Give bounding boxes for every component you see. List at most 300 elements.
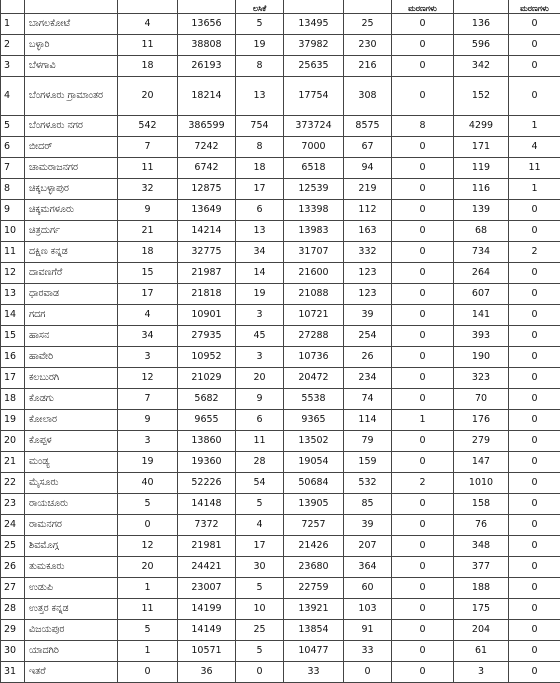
col-1-cell: 9 (118, 200, 178, 221)
col-7-cell: 264 (454, 263, 509, 284)
col-3-cell: 5 (236, 14, 284, 35)
table-row (1, 620, 560, 641)
table-row (1, 200, 560, 221)
col-5-cell: 67 (344, 137, 392, 158)
col-7-cell: 323 (454, 368, 509, 389)
col-4-cell: 21600 (284, 263, 344, 284)
col-3-cell: 13 (236, 221, 284, 242)
serial-number-cell: 15 (1, 326, 25, 347)
col-2-cell: 9655 (178, 410, 236, 431)
col-4-cell: 12539 (284, 179, 344, 200)
district-name-cell: ಕೋಲಾರ (25, 410, 118, 431)
col-4-cell: 10721 (284, 305, 344, 326)
col-8-cell: 1 (509, 116, 560, 137)
col-2-cell: 36 (178, 662, 236, 683)
col-5-cell: 94 (344, 158, 392, 179)
col-4-cell: 20472 (284, 368, 344, 389)
district-name-cell: ಮಂಡ್ಯ (25, 452, 118, 473)
col-7-cell: 147 (454, 452, 509, 473)
col-6-cell: 0 (392, 536, 454, 557)
col-5-cell: 85 (344, 494, 392, 515)
district-name-cell: ಉತ್ತರ ಕನ್ನಡ (25, 599, 118, 620)
col-6-cell: 0 (392, 494, 454, 515)
col-8-cell: 0 (509, 368, 560, 389)
district-name-cell: ವಿಜಯಪುರ (25, 620, 118, 641)
col-4-cell: 13921 (284, 599, 344, 620)
col-6-cell: 0 (392, 662, 454, 683)
col-6-cell: 0 (392, 599, 454, 620)
serial-number-cell: 24 (1, 515, 25, 536)
table-row (1, 179, 560, 200)
col-7-cell: 1010 (454, 473, 509, 494)
serial-number-cell: 22 (1, 473, 25, 494)
col-8-cell: 0 (509, 473, 560, 494)
table-row (1, 221, 560, 242)
district-name-cell: ಶಿವಮೊಗ್ಗ (25, 536, 118, 557)
col-2-cell: 7372 (178, 515, 236, 536)
col-3-cell: 6 (236, 410, 284, 431)
serial-number-cell: 18 (1, 389, 25, 410)
col-2-cell: 6742 (178, 158, 236, 179)
col-4-cell: 50684 (284, 473, 344, 494)
col-2-cell: 10571 (178, 641, 236, 662)
col-1-cell: 32 (118, 179, 178, 200)
col-5-cell: 26 (344, 347, 392, 368)
col-1-cell: 4 (118, 305, 178, 326)
col-3-cell: 18 (236, 158, 284, 179)
col-7-cell: 3 (454, 662, 509, 683)
col-3-cell: 54 (236, 473, 284, 494)
serial-number-cell: 11 (1, 242, 25, 263)
col-1-cell: 21 (118, 221, 178, 242)
col-7-cell: 61 (454, 641, 509, 662)
table-body (1, 0, 560, 683)
serial-number-cell: 7 (1, 158, 25, 179)
serial-number-cell: 8 (1, 179, 25, 200)
table-row (1, 35, 560, 56)
col-3-cell: 0 (236, 662, 284, 683)
header-cell (1, 0, 25, 14)
col-4-cell: 13854 (284, 620, 344, 641)
col-3-cell: 5 (236, 578, 284, 599)
col-6-cell: 0 (392, 368, 454, 389)
col-1-cell: 1 (118, 641, 178, 662)
col-8-cell: 0 (509, 326, 560, 347)
col-1-cell: 11 (118, 599, 178, 620)
table-row (1, 347, 560, 368)
col-3-cell: 30 (236, 557, 284, 578)
col-7-cell: 116 (454, 179, 509, 200)
col-6-cell: 0 (392, 35, 454, 56)
col-2-cell: 13656 (178, 14, 236, 35)
col-7-cell: 141 (454, 305, 509, 326)
col-5-cell: 308 (344, 77, 392, 116)
col-8-cell: 0 (509, 536, 560, 557)
col-7-cell: 176 (454, 410, 509, 431)
col-7-cell: 139 (454, 200, 509, 221)
table-row (1, 116, 560, 137)
col-2-cell: 23007 (178, 578, 236, 599)
col-7-cell: 279 (454, 431, 509, 452)
table-row (1, 368, 560, 389)
table-row (1, 410, 560, 431)
col-4-cell: 23680 (284, 557, 344, 578)
col-4-cell: 9365 (284, 410, 344, 431)
serial-number-cell: 6 (1, 137, 25, 158)
col-7-cell: 136 (454, 14, 509, 35)
table-row (1, 515, 560, 536)
col-6-cell: 0 (392, 578, 454, 599)
col-5-cell: 0 (344, 662, 392, 683)
header-cell: ಲಸಿಕೆ (236, 0, 284, 14)
col-2-cell: 19360 (178, 452, 236, 473)
col-2-cell: 14149 (178, 620, 236, 641)
col-4-cell: 19054 (284, 452, 344, 473)
col-3-cell: 19 (236, 35, 284, 56)
table-row (1, 557, 560, 578)
col-8-cell: 0 (509, 557, 560, 578)
col-3-cell: 8 (236, 137, 284, 158)
district-name-cell: ಇತರೆ (25, 662, 118, 683)
col-6-cell: 0 (392, 557, 454, 578)
col-5-cell: 39 (344, 305, 392, 326)
serial-number-cell: 23 (1, 494, 25, 515)
col-3-cell: 5 (236, 641, 284, 662)
col-7-cell: 70 (454, 389, 509, 410)
col-3-cell: 4 (236, 515, 284, 536)
col-8-cell: 0 (509, 263, 560, 284)
serial-number-cell: 29 (1, 620, 25, 641)
district-name-cell: ದಾವಣಗೆರೆ (25, 263, 118, 284)
col-7-cell: 4299 (454, 116, 509, 137)
col-4-cell: 22759 (284, 578, 344, 599)
header-cell (454, 0, 509, 14)
table-row (1, 305, 560, 326)
table-row (1, 158, 560, 179)
col-1-cell: 40 (118, 473, 178, 494)
col-4-cell: 27288 (284, 326, 344, 347)
col-2-cell: 27935 (178, 326, 236, 347)
col-5-cell: 8575 (344, 116, 392, 137)
col-2-cell: 13860 (178, 431, 236, 452)
col-6-cell: 0 (392, 515, 454, 536)
col-1-cell: 1 (118, 578, 178, 599)
col-2-cell: 21987 (178, 263, 236, 284)
col-5-cell: 39 (344, 515, 392, 536)
col-3-cell: 45 (236, 326, 284, 347)
col-3-cell: 17 (236, 536, 284, 557)
col-2-cell: 32775 (178, 242, 236, 263)
col-1-cell: 11 (118, 158, 178, 179)
col-4-cell: 5538 (284, 389, 344, 410)
col-5-cell: 103 (344, 599, 392, 620)
header-cell: ಮರಣಗಳು (509, 0, 560, 14)
table-row (1, 494, 560, 515)
col-1-cell: 542 (118, 116, 178, 137)
col-8-cell: 0 (509, 35, 560, 56)
header-cell (344, 0, 392, 14)
serial-number-cell: 17 (1, 368, 25, 389)
col-2-cell: 13649 (178, 200, 236, 221)
col-8-cell: 0 (509, 641, 560, 662)
col-4-cell: 13905 (284, 494, 344, 515)
col-1-cell: 9 (118, 410, 178, 431)
col-2-cell: 24421 (178, 557, 236, 578)
col-7-cell: 158 (454, 494, 509, 515)
col-8-cell: 4 (509, 137, 560, 158)
district-name-cell: ಬೀದರ್ (25, 137, 118, 158)
serial-number-cell: 4 (1, 77, 25, 116)
col-6-cell: 2 (392, 473, 454, 494)
serial-number-cell: 10 (1, 221, 25, 242)
col-6-cell: 0 (392, 77, 454, 116)
col-7-cell: 152 (454, 77, 509, 116)
col-3-cell: 28 (236, 452, 284, 473)
col-8-cell: 2 (509, 242, 560, 263)
district-name-cell: ಮೈಸೂರು (25, 473, 118, 494)
district-name-cell: ಹಾವೇರಿ (25, 347, 118, 368)
col-7-cell: 119 (454, 158, 509, 179)
col-6-cell: 0 (392, 179, 454, 200)
col-6-cell: 0 (392, 137, 454, 158)
col-5-cell: 207 (344, 536, 392, 557)
col-5-cell: 332 (344, 242, 392, 263)
col-2-cell: 5682 (178, 389, 236, 410)
col-5-cell: 230 (344, 35, 392, 56)
col-7-cell: 68 (454, 221, 509, 242)
col-1-cell: 12 (118, 536, 178, 557)
header-cell (118, 0, 178, 14)
table-row (1, 263, 560, 284)
district-name-cell: ಬೆಂಗಳೂರು ನಗರ (25, 116, 118, 137)
col-7-cell: 734 (454, 242, 509, 263)
col-4-cell: 31707 (284, 242, 344, 263)
serial-number-cell: 27 (1, 578, 25, 599)
col-7-cell: 342 (454, 56, 509, 77)
serial-number-cell: 19 (1, 410, 25, 431)
col-1-cell: 17 (118, 284, 178, 305)
serial-number-cell: 20 (1, 431, 25, 452)
col-8-cell: 0 (509, 410, 560, 431)
district-name-cell: ರಾಮನಗರ (25, 515, 118, 536)
col-6-cell: 8 (392, 116, 454, 137)
header-cell (178, 0, 236, 14)
serial-number-cell: 14 (1, 305, 25, 326)
col-2-cell: 21818 (178, 284, 236, 305)
col-5-cell: 112 (344, 200, 392, 221)
table-row (1, 536, 560, 557)
serial-number-cell: 30 (1, 641, 25, 662)
district-name-cell: ಕೊಡಗು (25, 389, 118, 410)
col-6-cell: 0 (392, 221, 454, 242)
col-5-cell: 25 (344, 14, 392, 35)
col-3-cell: 9 (236, 389, 284, 410)
col-5-cell: 364 (344, 557, 392, 578)
col-8-cell: 0 (509, 620, 560, 641)
district-name-cell: ಬಳ್ಳಾರಿ (25, 35, 118, 56)
col-6-cell: 0 (392, 242, 454, 263)
col-1-cell: 11 (118, 35, 178, 56)
col-3-cell: 25 (236, 620, 284, 641)
district-name-cell: ಹಾಸನ (25, 326, 118, 347)
col-8-cell: 0 (509, 56, 560, 77)
district-name-cell: ಉಡುಪಿ (25, 578, 118, 599)
district-name-cell: ಧಾರವಾಡ (25, 284, 118, 305)
col-6-cell: 0 (392, 452, 454, 473)
col-4-cell: 13398 (284, 200, 344, 221)
serial-number-cell: 3 (1, 56, 25, 77)
col-1-cell: 34 (118, 326, 178, 347)
col-6-cell: 0 (392, 200, 454, 221)
col-8-cell: 0 (509, 347, 560, 368)
col-7-cell: 377 (454, 557, 509, 578)
col-2-cell: 21981 (178, 536, 236, 557)
col-1-cell: 12 (118, 368, 178, 389)
col-2-cell: 14199 (178, 599, 236, 620)
col-8-cell: 0 (509, 389, 560, 410)
col-5-cell: 216 (344, 56, 392, 77)
col-4-cell: 37982 (284, 35, 344, 56)
col-3-cell: 754 (236, 116, 284, 137)
district-name-cell: ಗದಗ (25, 305, 118, 326)
district-name-cell: ಬೆಂಗಳೂರು ಗ್ರಾಮಾಂತರ (25, 77, 118, 116)
col-3-cell: 5 (236, 494, 284, 515)
col-1-cell: 0 (118, 662, 178, 683)
col-5-cell: 79 (344, 431, 392, 452)
col-2-cell: 21029 (178, 368, 236, 389)
col-4-cell: 6518 (284, 158, 344, 179)
col-4-cell: 21088 (284, 284, 344, 305)
col-2-cell: 14214 (178, 221, 236, 242)
table-row (1, 137, 560, 158)
district-name-cell: ಬೆಳಗಾವಿ (25, 56, 118, 77)
col-4-cell: 10477 (284, 641, 344, 662)
col-1-cell: 3 (118, 347, 178, 368)
col-7-cell: 204 (454, 620, 509, 641)
col-6-cell: 0 (392, 620, 454, 641)
col-8-cell: 1 (509, 179, 560, 200)
col-5-cell: 159 (344, 452, 392, 473)
col-8-cell: 0 (509, 515, 560, 536)
col-3-cell: 19 (236, 284, 284, 305)
col-5-cell: 33 (344, 641, 392, 662)
col-7-cell: 607 (454, 284, 509, 305)
col-8-cell: 0 (509, 221, 560, 242)
serial-number-cell: 31 (1, 662, 25, 683)
col-1-cell: 18 (118, 56, 178, 77)
col-3-cell: 10 (236, 599, 284, 620)
header-cell: ಮರಣಗಳು (392, 0, 454, 14)
table-header-row (1, 0, 560, 14)
district-name-cell: ಕಲಬುರಗಿ (25, 368, 118, 389)
col-8-cell: 11 (509, 158, 560, 179)
col-6-cell: 0 (392, 56, 454, 77)
col-2-cell: 12875 (178, 179, 236, 200)
col-2-cell: 10952 (178, 347, 236, 368)
col-1-cell: 15 (118, 263, 178, 284)
col-2-cell: 26193 (178, 56, 236, 77)
serial-number-cell: 26 (1, 557, 25, 578)
col-1-cell: 19 (118, 452, 178, 473)
col-5-cell: 219 (344, 179, 392, 200)
col-1-cell: 20 (118, 557, 178, 578)
col-3-cell: 17 (236, 179, 284, 200)
col-8-cell: 0 (509, 284, 560, 305)
col-3-cell: 11 (236, 431, 284, 452)
col-2-cell: 14148 (178, 494, 236, 515)
col-8-cell: 0 (509, 494, 560, 515)
col-2-cell: 52226 (178, 473, 236, 494)
table-row (1, 14, 560, 35)
col-5-cell: 114 (344, 410, 392, 431)
col-8-cell: 0 (509, 599, 560, 620)
district-name-cell: ತುಮಕೂರು (25, 557, 118, 578)
col-3-cell: 3 (236, 347, 284, 368)
col-4-cell: 17754 (284, 77, 344, 116)
col-6-cell: 0 (392, 14, 454, 35)
district-name-cell: ಚಿಕ್ಕಮಗಳೂರು (25, 200, 118, 221)
col-2-cell: 10901 (178, 305, 236, 326)
serial-number-cell: 2 (1, 35, 25, 56)
col-4-cell: 7257 (284, 515, 344, 536)
table-row (1, 77, 560, 116)
district-name-cell: ಕೊಪ್ಪಳ (25, 431, 118, 452)
col-2-cell: 7242 (178, 137, 236, 158)
col-5-cell: 123 (344, 263, 392, 284)
col-3-cell: 6 (236, 200, 284, 221)
col-8-cell: 0 (509, 662, 560, 683)
table-row (1, 599, 560, 620)
col-8-cell: 0 (509, 200, 560, 221)
col-1-cell: 7 (118, 137, 178, 158)
col-3-cell: 8 (236, 56, 284, 77)
district-name-cell: ಚಾಮರಾಜನಗರ (25, 158, 118, 179)
col-6-cell: 0 (392, 158, 454, 179)
col-1-cell: 20 (118, 77, 178, 116)
table-row (1, 389, 560, 410)
col-7-cell: 188 (454, 578, 509, 599)
col-1-cell: 0 (118, 515, 178, 536)
col-2-cell: 386599 (178, 116, 236, 137)
col-5-cell: 74 (344, 389, 392, 410)
serial-number-cell: 25 (1, 536, 25, 557)
col-6-cell: 0 (392, 284, 454, 305)
serial-number-cell: 5 (1, 116, 25, 137)
col-5-cell: 532 (344, 473, 392, 494)
serial-number-cell: 9 (1, 200, 25, 221)
col-4-cell: 13502 (284, 431, 344, 452)
col-5-cell: 91 (344, 620, 392, 641)
col-5-cell: 123 (344, 284, 392, 305)
serial-number-cell: 16 (1, 347, 25, 368)
col-3-cell: 34 (236, 242, 284, 263)
col-8-cell: 0 (509, 431, 560, 452)
col-4-cell: 25635 (284, 56, 344, 77)
col-7-cell: 76 (454, 515, 509, 536)
col-6-cell: 0 (392, 389, 454, 410)
header-cell (284, 0, 344, 14)
col-6-cell: 1 (392, 410, 454, 431)
col-2-cell: 38808 (178, 35, 236, 56)
serial-number-cell: 21 (1, 452, 25, 473)
col-6-cell: 0 (392, 305, 454, 326)
table-row (1, 326, 560, 347)
col-2-cell: 18214 (178, 77, 236, 116)
serial-number-cell: 13 (1, 284, 25, 305)
col-1-cell: 3 (118, 431, 178, 452)
col-7-cell: 393 (454, 326, 509, 347)
table-row (1, 284, 560, 305)
